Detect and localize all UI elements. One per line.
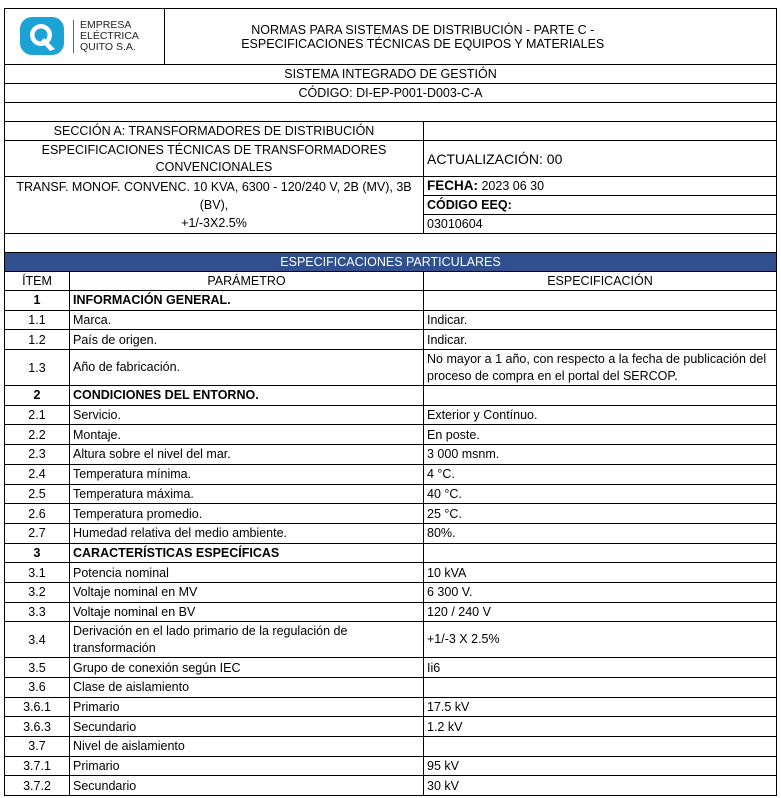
empty-cell <box>424 122 777 141</box>
parameter-cell: Grupo de conexión según IEC <box>70 658 424 678</box>
table-row <box>5 310 777 330</box>
specification-cell: 40 °C. <box>424 484 777 504</box>
item-number: 3.7.2 <box>5 776 70 796</box>
specification-cell: 17.5 kV <box>424 697 777 717</box>
item-number: 2.5 <box>5 484 70 504</box>
parameter-cell: Voltaje nominal en MV <box>70 582 424 602</box>
table-row <box>5 697 777 717</box>
document-title <box>70 9 777 65</box>
item-number: 3 <box>5 543 70 563</box>
title-line-1: NORMAS PARA SISTEMAS DE DISTRIBUCIÓN - PARTE C - <box>251 22 595 37</box>
item-number: 3.4 <box>5 622 70 658</box>
table-row <box>5 582 777 602</box>
parameter-cell: CARACTERÍSTICAS ESPECÍFICAS <box>70 543 424 563</box>
specification-cell <box>424 291 777 311</box>
specification-cell: 30 kV <box>424 776 777 796</box>
table-row <box>5 756 777 776</box>
spec-sheet <box>4 8 777 796</box>
item-number: 2.1 <box>5 405 70 425</box>
table-row <box>5 658 777 678</box>
specification-cell <box>424 737 777 757</box>
specification-cell: 95 kV <box>424 756 777 776</box>
company-name <box>73 20 139 53</box>
parameter-cell: Nivel de aislamiento <box>70 737 424 757</box>
spec-title <box>5 141 424 177</box>
parameter-cell: Montaje. <box>70 425 424 445</box>
item-description <box>5 177 424 234</box>
table-row <box>5 622 777 658</box>
specification-cell: 80%. <box>424 523 777 543</box>
item-number: 1.1 <box>5 310 70 330</box>
update-label: ACTUALIZACIÓN: 00 <box>424 141 777 177</box>
table-row <box>5 504 777 524</box>
table-row <box>5 484 777 504</box>
table-row <box>5 464 777 484</box>
parameter-cell: Altura sobre el nivel del mar. <box>70 445 424 465</box>
parameter-cell: CONDICIONES DEL ENTORNO. <box>70 386 424 406</box>
section-row <box>5 291 777 311</box>
parameter-cell: Secundario <box>70 776 424 796</box>
specification-cell: Exterior y Contínuo. <box>424 405 777 425</box>
column-header-parameter: PARÁMETRO <box>70 272 424 291</box>
parameter-cell: Derivación en el lado primario de la regulación de transformación <box>70 622 424 658</box>
system-name: SISTEMA INTEGRADO DE GESTIÓN <box>5 65 777 84</box>
item-number: 3.2 <box>5 582 70 602</box>
spec-title-line-2: CONVENCIONALES <box>155 159 273 174</box>
specification-cell <box>424 386 777 406</box>
company-name-line-2: ELÉCTRICA <box>80 29 139 42</box>
specification-cell: 10 kVA <box>424 563 777 583</box>
table-row <box>5 445 777 465</box>
parameter-cell: Servicio. <box>70 405 424 425</box>
parameter-cell: Secundario <box>70 717 424 737</box>
item-number: 2.4 <box>5 464 70 484</box>
specification-cell: 25 °C. <box>424 504 777 524</box>
item-number: 2.6 <box>5 504 70 524</box>
specification-cell: 1.2 kV <box>424 717 777 737</box>
parameter-cell: Voltaje nominal en BV <box>70 602 424 622</box>
spec-title-line-1: ESPECIFICACIONES TÉCNICAS DE TRANSFORMADORES <box>41 142 387 157</box>
parameter-cell: INFORMACIÓN GENERAL. <box>70 291 424 311</box>
column-header-specification: ESPECIFICACIÓN <box>424 272 777 291</box>
item-number: 2.2 <box>5 425 70 445</box>
item-number: 2 <box>5 386 70 406</box>
document-code: CÓDIGO: DI-EP-P001-D003-C-A <box>5 84 777 103</box>
column-header-item: ÍTEM <box>5 272 70 291</box>
table-row <box>5 350 777 386</box>
specification-cell: 4 °C. <box>424 464 777 484</box>
item-number: 3.6 <box>5 678 70 698</box>
eeq-logo-icon <box>19 16 65 56</box>
parameter-cell: Humedad relativa del medio ambiente. <box>70 523 424 543</box>
specification-cell: 3 000 msnm. <box>424 445 777 465</box>
parameter-cell: Primario <box>70 756 424 776</box>
parameter-cell: Primario <box>70 697 424 717</box>
parameter-cell: Año de fabricación. <box>70 350 424 386</box>
table-row <box>5 405 777 425</box>
table-row <box>5 717 777 737</box>
table-row <box>5 425 777 445</box>
item-number: 2.7 <box>5 523 70 543</box>
item-number: 3.6.1 <box>5 697 70 717</box>
item-number: 3.5 <box>5 658 70 678</box>
item-number: 1 <box>5 291 70 311</box>
specification-cell: En poste. <box>424 425 777 445</box>
eeq-code-label: CÓDIGO EEQ: <box>424 196 777 215</box>
item-number: 3.7.1 <box>5 756 70 776</box>
item-number: 3.7 <box>5 737 70 757</box>
item-number: 1.3 <box>5 350 70 386</box>
table-row <box>5 737 777 757</box>
item-number: 1.2 <box>5 330 70 350</box>
item-number: 2.3 <box>5 445 70 465</box>
parameter-cell: Temperatura mínima. <box>70 464 424 484</box>
table-row <box>5 523 777 543</box>
table-row <box>5 678 777 698</box>
specification-cell: 120 / 240 V <box>424 602 777 622</box>
specification-cell <box>424 678 777 698</box>
specification-cell: Indicar. <box>424 330 777 350</box>
specification-cell: 6 300 V. <box>424 582 777 602</box>
specification-cell: Indicar. <box>424 310 777 330</box>
specification-cell <box>424 543 777 563</box>
section-row <box>5 386 777 406</box>
date-label: FECHA: <box>427 178 478 193</box>
table-row <box>5 330 777 350</box>
eeq-code-value: 03010604 <box>424 215 777 234</box>
parameter-cell: País de origen. <box>70 330 424 350</box>
item-number: 3.3 <box>5 602 70 622</box>
specification-cell: No mayor a 1 año, con respecto a la fecha de publicación del proceso de compra en el portal del SERCOP. <box>424 350 777 386</box>
parameter-cell: Marca. <box>70 310 424 330</box>
spacer-row <box>5 103 777 122</box>
parameter-cell: Clase de aislamiento <box>70 678 424 698</box>
specification-cell: +1/-3 X 2.5% <box>424 622 777 658</box>
section-row <box>5 543 777 563</box>
item-number: 3.6.3 <box>5 717 70 737</box>
item-description-line-1: TRANSF. MONOF. CONVENC. 10 KVA, 6300 - 120/240 V, 2B (MV), 3B (BV), <box>16 180 412 212</box>
parameter-cell: Temperatura máxima. <box>70 484 424 504</box>
logo-divider <box>164 9 165 65</box>
date-field <box>424 177 777 196</box>
company-name-line-1: EMPRESA <box>80 18 132 31</box>
table-row <box>5 563 777 583</box>
item-description-line-2: +1/-3X2.5% <box>181 216 247 230</box>
parameter-cell: Potencia nominal <box>70 563 424 583</box>
specification-cell: Ii6 <box>424 658 777 678</box>
item-number: 3.1 <box>5 563 70 583</box>
section-name: SECCIÓN A: TRANSFORMADORES DE DISTRIBUCIÓN <box>5 122 424 141</box>
title-line-2: ESPECIFICACIONES TÉCNICAS DE EQUIPOS Y MATERIALES <box>241 36 605 51</box>
parameter-cell: Temperatura promedio. <box>70 504 424 524</box>
particular-specs-banner: ESPECIFICACIONES PARTICULARES <box>5 253 777 272</box>
company-logo <box>5 9 165 63</box>
company-name-line-3: QUITO S.A. <box>80 40 136 53</box>
spacer-row <box>5 234 777 253</box>
table-row <box>5 776 777 796</box>
table-row <box>5 602 777 622</box>
date-value: 2023 06 30 <box>481 179 545 193</box>
